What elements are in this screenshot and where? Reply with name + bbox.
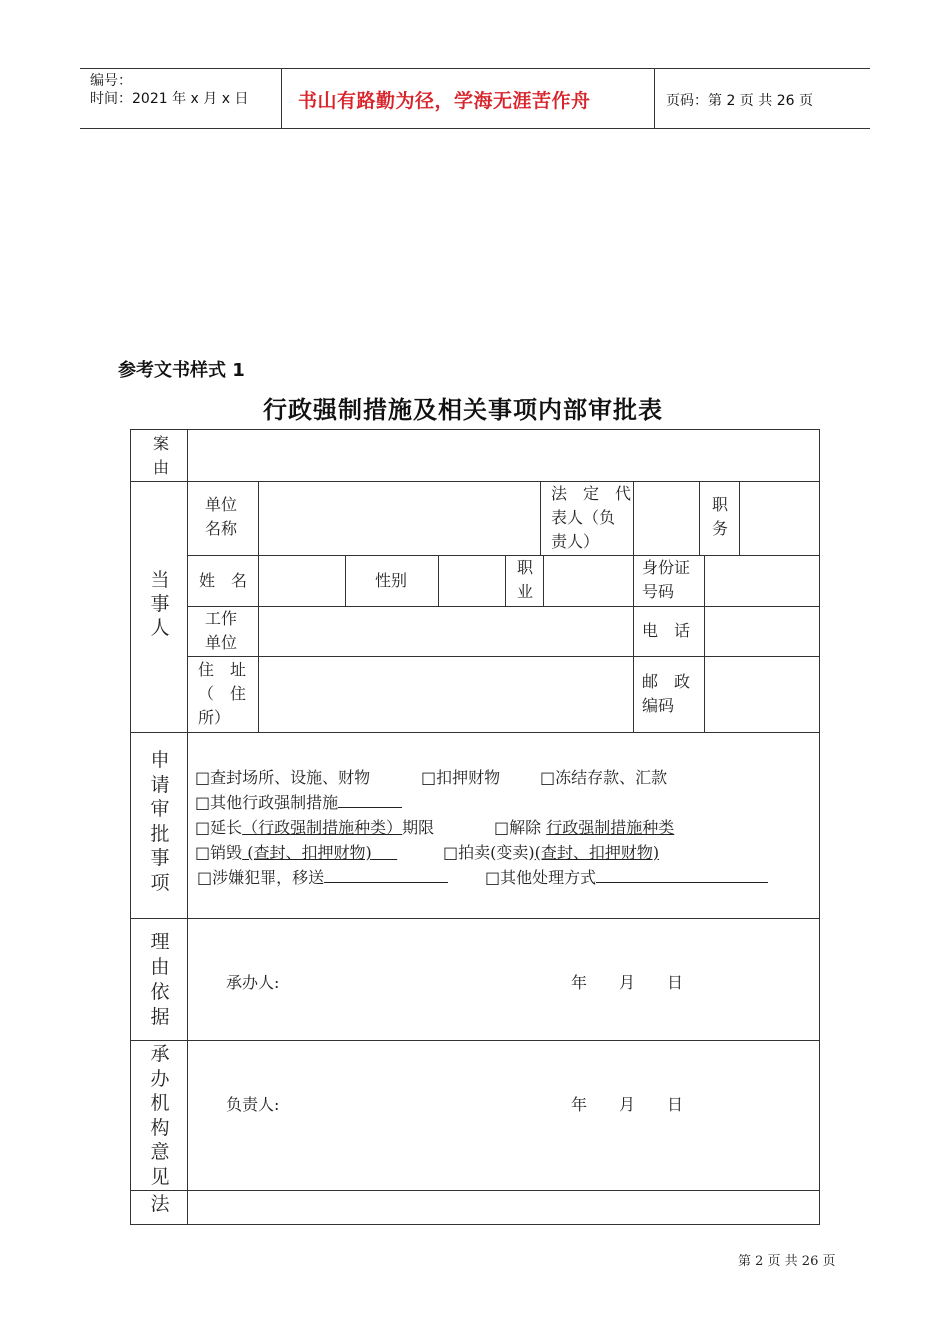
unit-name-label <box>205 493 237 541</box>
transfer-crime-blank[interactable] <box>324 866 448 883</box>
apply-items-label <box>148 748 172 895</box>
address-line: 所） <box>198 708 231 727</box>
time-label: 时间：2021 年 x 月 x 日 <box>90 91 249 107</box>
checkbox-other-measure[interactable] <box>195 790 402 813</box>
reason-field[interactable] <box>188 919 818 1039</box>
agency-char: 办 <box>150 1067 170 1090</box>
party-char: 当 <box>150 569 170 591</box>
id-number-field[interactable] <box>705 556 818 605</box>
reason-char: 由 <box>150 956 170 978</box>
extend-measure-type: （行政强制措施种类） <box>242 818 403 837</box>
address-line: 住 址 <box>198 660 247 679</box>
address-line: （ 住 <box>198 684 247 703</box>
position-char: 职 <box>712 495 729 514</box>
agency-char: 承 <box>150 1043 170 1065</box>
checkbox-seal-premises[interactable]: □查封场所、设施、财物 <box>195 768 371 787</box>
reason-char: 据 <box>150 1006 170 1028</box>
party-char: 人 <box>150 617 170 639</box>
legal-rep-line: 责人） <box>551 532 600 551</box>
agency-opinion-label <box>148 1042 172 1189</box>
apply-char: 申 <box>150 749 170 771</box>
occupation-char: 业 <box>517 582 534 601</box>
gender-label: 性别 <box>375 571 408 590</box>
reference-title: 参考文书样式 1 <box>118 360 245 381</box>
agency-opinion-field[interactable] <box>188 1041 818 1189</box>
destroy-label: □销毁 <box>195 843 243 862</box>
rule <box>540 481 541 555</box>
checkbox-seize-property[interactable]: □扣押财物 <box>421 768 501 787</box>
address-field[interactable] <box>259 657 632 731</box>
release-measure-type: 行政强制措施种类 <box>546 818 675 837</box>
apply-char: 事 <box>150 847 170 869</box>
page-title: 行政强制措施及相关事项内部审批表 <box>263 396 663 424</box>
destroy-property-type: (查封、扣押财物) <box>242 843 372 862</box>
name-field[interactable] <box>259 556 344 605</box>
case-cause-char: 案 <box>152 434 169 453</box>
reason-char: 理 <box>150 931 170 953</box>
handler-date: 年 月 日 <box>571 973 684 992</box>
unit-name-line: 名称 <box>205 519 238 538</box>
legal-rep-label <box>551 482 631 554</box>
other-handling-blank[interactable] <box>596 866 768 883</box>
motto: 书山有路勤为径，学海无涯苦作舟 <box>298 90 591 112</box>
apply-char: 审 <box>150 798 170 820</box>
postcode-line: 编码 <box>642 696 675 715</box>
checkbox-auction[interactable] <box>443 840 659 863</box>
gender-field[interactable] <box>439 556 504 605</box>
other-handling-label: □其他处理方式 <box>485 868 597 887</box>
other-measure-blank[interactable] <box>338 791 402 808</box>
law-label: 法 <box>150 1193 170 1215</box>
agency-char: 见 <box>150 1165 170 1188</box>
work-unit-line: 工作 <box>205 609 238 628</box>
case-cause-char: 由 <box>152 458 169 477</box>
work-unit-field[interactable] <box>259 607 632 655</box>
checkbox-release[interactable] <box>494 815 674 838</box>
approval-form <box>130 429 820 1225</box>
postcode-label <box>642 670 690 718</box>
header-divider-1 <box>281 68 282 129</box>
reason-char: 依 <box>150 981 170 1003</box>
id-number-line: 号码 <box>642 582 675 601</box>
responsible-label: 负责人: <box>226 1095 280 1114</box>
responsible-date: 年 月 日 <box>571 1095 684 1114</box>
extend-period-label: 期限 <box>402 818 435 837</box>
legal-rep-line: 表人（负 <box>551 508 616 527</box>
apply-char: 批 <box>150 822 170 845</box>
unit-name-line: 单位 <box>205 495 238 514</box>
agency-char: 意 <box>150 1141 170 1163</box>
party-char: 事 <box>150 593 170 615</box>
checkbox-other-handling[interactable] <box>485 865 768 888</box>
release-label: □解除 <box>494 818 542 837</box>
page-label: 页码：第 2 页 共 26 页 <box>666 93 813 109</box>
handler-label: 承办人: <box>226 973 280 992</box>
postcode-line: 邮 政 <box>642 672 691 691</box>
auction-property-type: (查封、扣押财物) <box>534 843 660 862</box>
address-label <box>198 658 246 730</box>
rule <box>131 732 819 733</box>
position-char: 务 <box>712 519 729 538</box>
postcode-field[interactable] <box>705 657 818 731</box>
legal-rep-line: 法 定 代 <box>551 484 632 503</box>
serial-label: 编号： <box>90 73 132 89</box>
checkbox-transfer-crime[interactable] <box>197 865 448 888</box>
extend-label: □延长 <box>195 818 243 837</box>
party-label <box>148 568 172 640</box>
position-field[interactable] <box>740 482 818 554</box>
legal-rep-field[interactable] <box>634 482 698 554</box>
id-number-line: 身份证 <box>642 558 691 577</box>
work-unit-line: 单位 <box>205 633 238 652</box>
header-top-rule <box>80 68 870 69</box>
law-field[interactable] <box>188 1191 818 1224</box>
transfer-crime-label: □涉嫌犯罪，移送 <box>197 868 325 887</box>
agency-char: 构 <box>150 1116 170 1139</box>
occupation-char: 职 <box>517 558 534 577</box>
rule <box>345 555 346 606</box>
phone-field[interactable] <box>705 607 818 655</box>
case-cause-label <box>150 432 172 480</box>
checkbox-freeze-deposits[interactable]: □冻结存款、汇款 <box>540 768 668 787</box>
agency-char: 机 <box>150 1092 170 1114</box>
apply-char: 项 <box>150 871 170 894</box>
id-number-label <box>642 556 690 604</box>
header-divider-2 <box>654 68 655 129</box>
rule <box>699 481 700 555</box>
checkbox-destroy[interactable] <box>195 840 397 863</box>
rule <box>505 555 506 606</box>
work-unit-label <box>205 607 237 655</box>
header-bottom-rule <box>80 128 870 129</box>
name-label: 姓 名 <box>199 571 248 590</box>
position-label <box>712 493 728 541</box>
reason-label <box>148 930 172 1030</box>
destroy-trailing-blank <box>372 843 397 862</box>
unit-name-field[interactable] <box>259 482 539 554</box>
occupation-field[interactable] <box>544 556 632 605</box>
checkbox-extend[interactable] <box>195 815 434 838</box>
occupation-label <box>517 556 533 604</box>
case-cause-field[interactable] <box>188 431 818 480</box>
phone-label: 电 话 <box>642 621 691 640</box>
apply-char: 请 <box>150 773 170 796</box>
other-measure-label: □其他行政强制措施 <box>195 793 339 812</box>
page-footer: 第 2 页 共 26 页 <box>738 1254 836 1269</box>
auction-label: □拍卖(变卖) <box>443 843 535 862</box>
